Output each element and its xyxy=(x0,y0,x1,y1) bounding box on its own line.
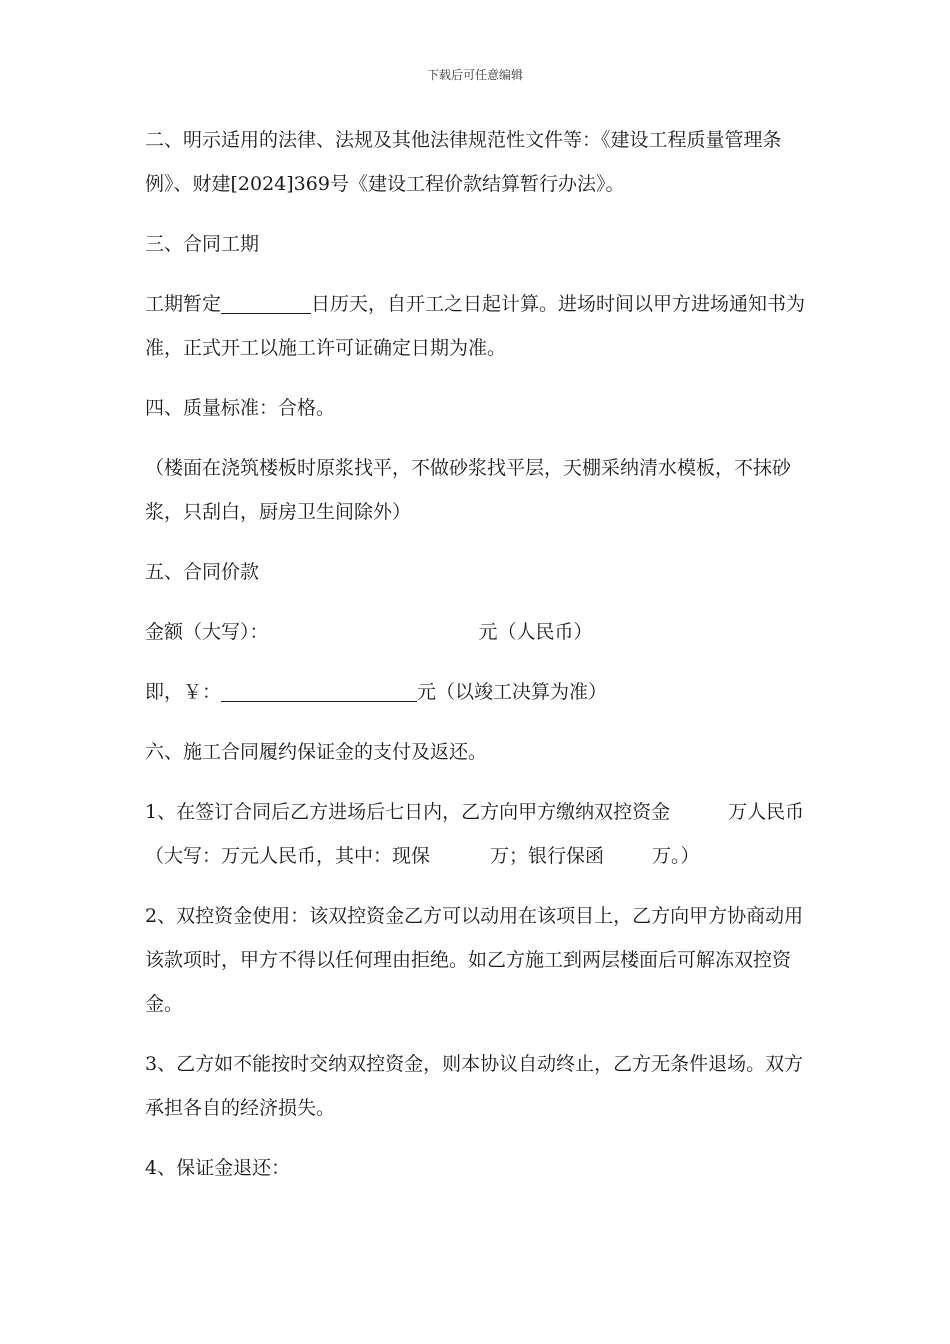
section-contract-period-heading: 三、合同工期 xyxy=(145,233,260,255)
period-days-blank xyxy=(221,287,311,314)
header-note: 下载后可任意编辑 xyxy=(426,68,523,82)
period-text-after: 日历天，自开工之日起计算。进场时间以甲方进场通知书为准，正式开工以施工许可证确定日期为准。 xyxy=(145,293,806,359)
clause-deposit-2: 2、双控资金使用：该双控资金乙方可以动用在该项目上，乙方向甲方协商动用该款项时，甲方不得以任何理由拒绝。如乙方施工到两层楼面后可解冻双控资金。 xyxy=(145,905,804,1015)
amount-figures-blank xyxy=(221,675,417,702)
deposit-1-text-a: 1、在签订合同后乙方进场后七日内，乙方向甲方缴纳双控资金 xyxy=(145,801,671,823)
section-price-heading: 五、合同价款 xyxy=(145,561,260,583)
clause-deposit-1 xyxy=(145,790,813,878)
amount-figures-unit: 元（以竣工决算为准） xyxy=(417,681,608,703)
clause-laws: 二、明示适用的法律、法规及其他法律规范性文件等：《建设工程质量管理条例》、财建[2024]369号《建设工程价款结算暂行办法》。 xyxy=(145,129,782,195)
amount-figures-label: 即，￥： xyxy=(145,681,222,703)
deposit-1-text-b: 万人民币（大写：万元人民币，其中：现保 xyxy=(145,801,805,867)
clause-amount-figures xyxy=(145,670,813,714)
section-deposit-heading: 六、施工合同履约保证金的支付及返还。 xyxy=(145,741,488,763)
clause-quality-note: （楼面在浇筑楼板时原浆找平，不做砂浆找平层，天棚采纳清水模板，不抹砂浆，只刮白，厨房卫生间除外） xyxy=(145,457,792,523)
clause-deposit-4: 4、保证金退还： xyxy=(145,1157,291,1179)
clause-period xyxy=(145,282,813,370)
deposit-1-text-c: 万；银行保函 xyxy=(490,845,605,867)
deposit-1-text-d: 万。） xyxy=(652,845,700,867)
clause-amount-words xyxy=(145,610,813,654)
amount-words-unit: 元（人民币） xyxy=(478,621,593,643)
period-text-before: 工期暂定 xyxy=(145,293,222,315)
amount-words-label: 金额（大写）： xyxy=(145,621,269,643)
document-body xyxy=(145,118,813,1190)
clause-deposit-3: 3、乙方如不能按时交纳双控资金，则本协议自动终止，乙方无条件退场。双方承担各自的经济损失。 xyxy=(145,1053,804,1119)
section-quality-heading: 四、质量标准：合格。 xyxy=(145,397,336,419)
